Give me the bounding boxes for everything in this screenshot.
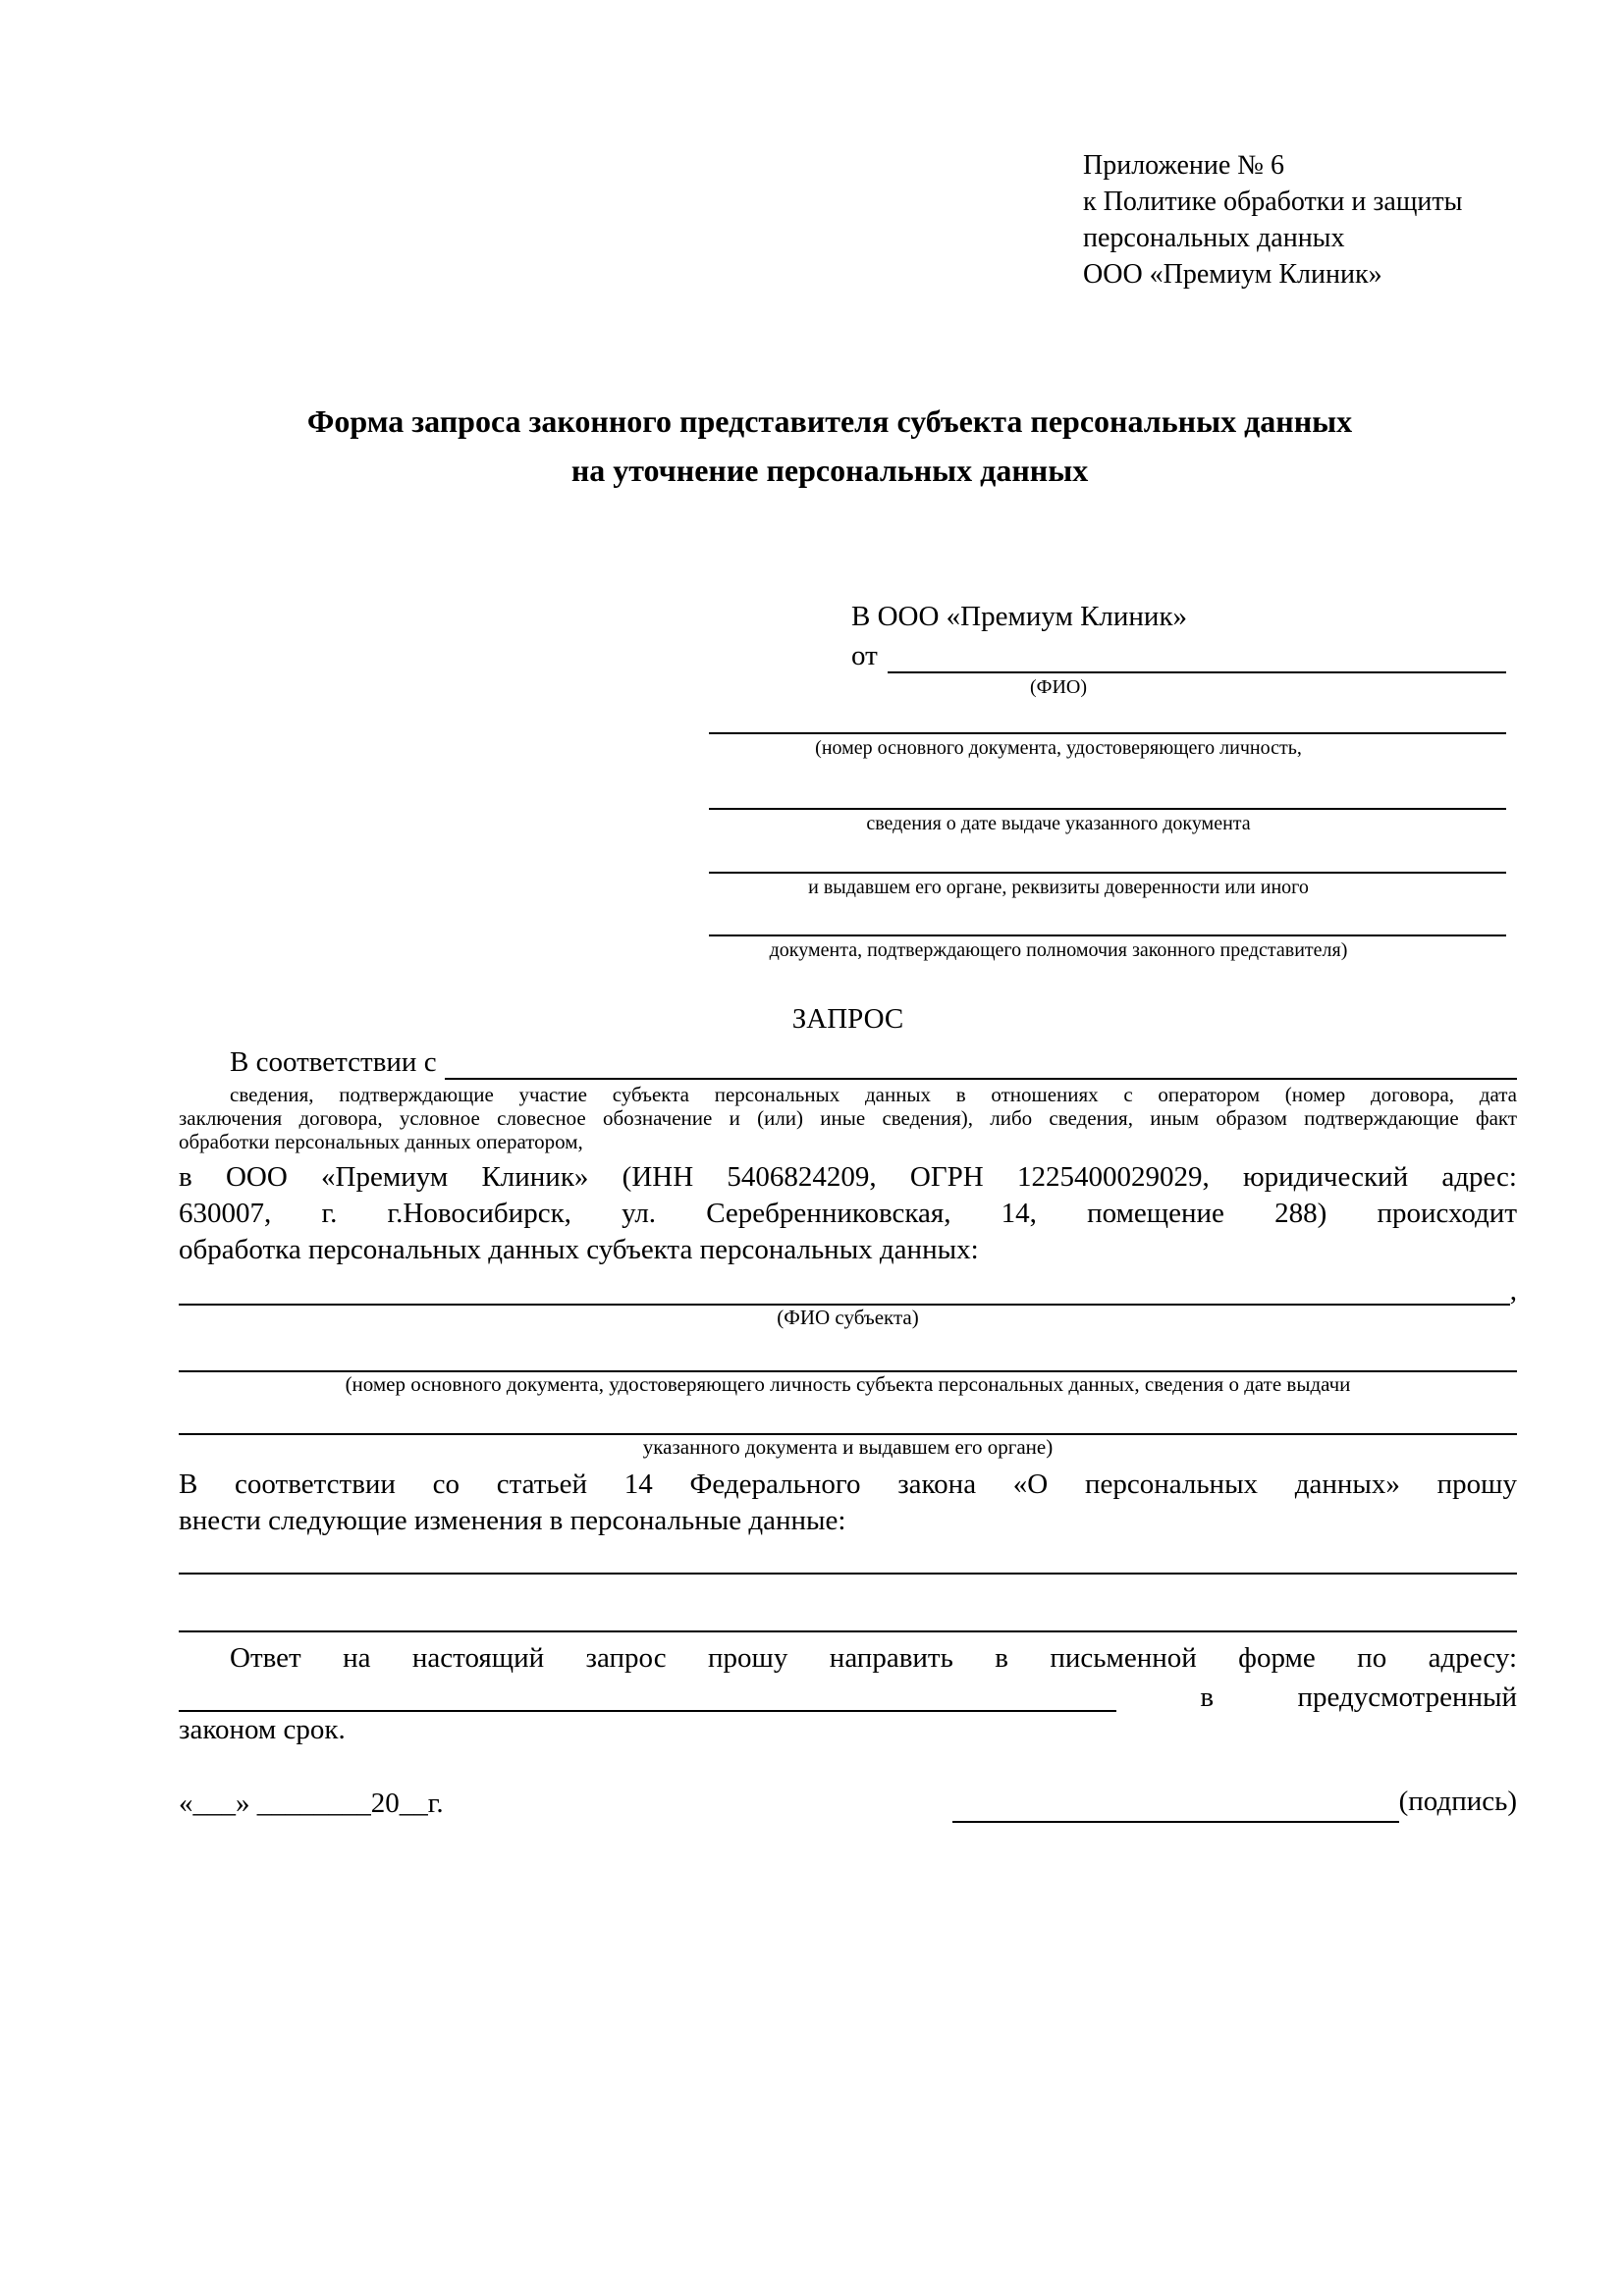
date-field: «___» ________20__г. <box>179 1788 444 1819</box>
doc-number-caption: (номер основного документа, удостоверяющего личность, <box>815 737 1302 759</box>
appendix-block <box>1083 147 1462 293</box>
subject-doc-caption-2: указанного документа и выдавшем его органе) <box>642 1435 1054 1459</box>
reply-word-term: предусмотренный <box>1297 1682 1517 1713</box>
law-paragraph-line: В соответствии со статьей 14 Федерального закона «О персональных данных» прошу <box>179 1468 1517 1500</box>
reply-address-blank-line <box>179 1677 1116 1712</box>
reply-address-row <box>179 1677 1517 1712</box>
basis-caption-line: сведения, подтверждающие участие субъекта персональных данных в отношениях с оператором (номер договора, дата <box>230 1083 1517 1106</box>
request-heading: ЗАПРОС <box>791 1003 904 1035</box>
operator-paragraph-line: 630007, г. г.Новосибирск, ул. Серебренниковская, 14, помещение 288) происходит <box>179 1198 1517 1229</box>
from-label: от <box>851 640 878 671</box>
operator-paragraph <box>179 1159 1517 1268</box>
reply-word-in: в <box>1200 1682 1215 1713</box>
appendix-line: к Политике обработки и защиты <box>1083 187 1463 217</box>
addressee-block <box>709 599 1506 962</box>
addressee-company: В ООО «Премиум Клиник» <box>851 601 1188 632</box>
appendix-line: персональных данных <box>1083 223 1345 253</box>
page-title-line: на уточнение персональных данных <box>570 453 1089 488</box>
signature-caption: (подпись) <box>1398 1786 1517 1817</box>
law-paragraph-line: внести следующие изменения в персональные данные: <box>179 1505 846 1536</box>
subject-doc-blank-line <box>179 1329 1517 1372</box>
law-paragraph <box>179 1467 1517 1539</box>
issuing-authority-blank-line <box>709 835 1506 874</box>
issue-date-blank-line <box>709 760 1506 810</box>
subject-fio-comma: , <box>1509 1275 1517 1307</box>
issuing-authority-caption: и выдавшем его органе, реквизиты доверенности или иного <box>808 877 1309 898</box>
authority-doc-caption: документа, подтверждающего полномочия законного представителя) <box>769 939 1348 961</box>
from-fio-blank-line <box>888 634 1506 673</box>
page-title <box>147 397 1512 495</box>
basis-label: В соответствии с <box>230 1046 437 1078</box>
basis-blank-line <box>445 1041 1517 1080</box>
operator-paragraph-line: в ООО «Премиум Клиник» (ИНН 5406824209, ОГРН 1225400029029, юридический адрес: <box>179 1161 1517 1193</box>
doc-number-blank-line <box>709 699 1506 734</box>
basis-caption-line: обработки персональных данных оператором, <box>179 1130 583 1153</box>
operator-paragraph-line: обработка персональных данных субъекта персональных данных: <box>179 1234 979 1265</box>
signature-field <box>952 1780 1517 1823</box>
appendix-line: Приложение № 6 <box>1083 150 1284 181</box>
request-body <box>179 1001 1517 1823</box>
subject-fio-blank-line <box>179 1268 1510 1306</box>
subject-doc-blank-line-2 <box>179 1396 1517 1435</box>
fio-caption: (ФИО) <box>1029 676 1087 698</box>
from-row <box>709 634 1506 673</box>
subject-fio-caption: (ФИО субъекта) <box>777 1306 919 1329</box>
changes-blank-line-1 <box>179 1539 1517 1575</box>
reply-line-3: законом срок. <box>179 1714 346 1745</box>
issue-date-caption: сведения о дате выдаче указанного документа <box>866 813 1251 834</box>
subject-doc-caption-1: (номер основного документа, удостоверяющего личность субъекта персональных данных, сведения о дате выдачи <box>345 1372 1351 1396</box>
signature-blank-line <box>952 1780 1399 1823</box>
changes-blank-line-2 <box>179 1575 1517 1632</box>
authority-doc-blank-line <box>709 899 1506 936</box>
subject-fio-row <box>179 1268 1517 1306</box>
page-title-line: Форма запроса законного представителя субъекта персональных данных <box>306 403 1353 439</box>
date-signature-row <box>179 1784 1517 1823</box>
basis-row <box>179 1041 1517 1080</box>
basis-caption <box>179 1083 1517 1153</box>
appendix-line: ООО «Премиум Клиник» <box>1083 259 1382 290</box>
basis-caption-line: заключения договора, условное словесное обозначение и (или) иные сведения), либо сведения, иным образом подтверждающие факт <box>179 1106 1517 1130</box>
reply-line-1: Ответ на настоящий запрос прошу направить в письменной форме по адресу: <box>230 1642 1517 1674</box>
